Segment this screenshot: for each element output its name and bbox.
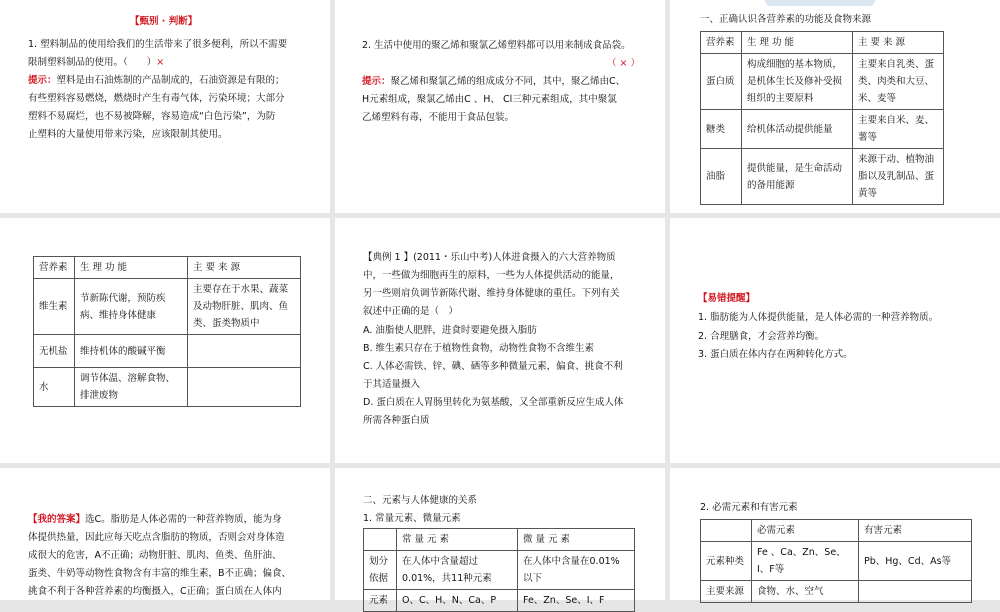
hint-label: 提示：	[362, 76, 391, 87]
element-table	[363, 528, 635, 612]
hint-text: 提示：塑料是由石油炼制的产品制成的，石油资源是有限的；	[28, 75, 285, 86]
slide-6	[670, 218, 1000, 463]
sub-title: 2. 必需元素和有害元素	[700, 502, 798, 513]
table-header: 营养素	[34, 257, 75, 279]
table-header: 有害元素	[859, 520, 972, 542]
answer-text: 挑食不利于各种营养素的均衡摄入，C正确；蛋白质在人体内	[28, 586, 282, 597]
tip-text: 1. 脂肪能为人体提供能量，是人体必需的一种营养物质。	[698, 312, 939, 323]
option-c: 于其适量摄入	[363, 379, 421, 390]
hint-text: 乙烯塑料有毒，不能用于食品包装。	[362, 112, 515, 123]
tip-text: 2. 合理膳食，才会营养均衡。	[698, 331, 825, 342]
table-row: 糖类 给机体活动提供能量 主要来自米、麦、薯等	[701, 110, 944, 149]
table-header	[701, 520, 752, 542]
slide-4	[0, 218, 330, 463]
hint-text: 止塑料的大量使用带来污染，应该限制其使用。	[28, 129, 228, 140]
option-b: B. 维生素只存在于植物性食物，动物性食物不含维生素	[363, 343, 595, 354]
table-header: 常 量 元 素	[397, 529, 518, 551]
slide-7	[0, 468, 330, 600]
table-row: 元素 O、C、H、N、Ca、P Fe、Zn、Se、I、F	[364, 590, 635, 612]
table-header	[364, 529, 397, 551]
slide-2	[335, 0, 665, 213]
answer-text: 【我的答案】选C。脂肪是人体必需的一种营养物质，能为身	[28, 514, 282, 525]
option-d: D. 蛋白质在人胃肠里转化为氨基酸，又全部重新反应生成人体	[363, 397, 624, 408]
section-header: 【甄别 · 判断】	[130, 16, 198, 27]
table-row: 蛋白质 构成细胞的基本物质，是机体生长及修补受损组织的主要原料 主要来自乳类、蛋类、肉类和大豆、米、麦等	[701, 54, 944, 110]
table-header: 生 理 功 能	[75, 257, 188, 279]
question-text: 限制塑料制品的使用。（ ）×	[28, 57, 165, 68]
example-question: 另一些则肩负调节新陈代谢、维持身体健康的重任。下列有关	[363, 288, 620, 299]
slide-1	[0, 0, 330, 213]
table-header: 营养素	[701, 32, 742, 54]
tip-text: 3. 蛋白质在体内存在两种转化方式。	[698, 349, 853, 360]
section-title: 二、元素与人体健康的关系	[363, 495, 478, 506]
example-question: 叙述中正确的是（ ）	[363, 306, 459, 317]
table-row: 水 调节体温、溶解食物、排泄废物	[34, 368, 301, 407]
wrong-mark: ×	[156, 57, 165, 68]
slide-3	[670, 0, 1000, 213]
example-question: 中，一些做为细胞再生的原料，一些为人体提供活动的能量，	[363, 270, 620, 281]
answer-text: 蛋类、牛奶等动物性食物含有丰富的维生素，B不正确；偏食、	[28, 568, 292, 579]
sub-title: 1. 常量元素、微量元素	[363, 513, 461, 524]
table-row: 维生素 节新陈代谢，预防疾病、维持身体健康 主要存在于水果、蔬菜及动物肝脏、肌肉、鱼类、蛋类物质中	[34, 279, 301, 335]
hint-text: 塑料不易腐烂，也不易被降解，容易造成“白色污染”，为防	[28, 111, 276, 122]
table-row: 油脂 提供能量，是生命活动的备用能源 来源于动、植物油脂以及乳制品、蛋黄等	[701, 149, 944, 205]
hint-text: 提示：聚乙烯和聚氯乙烯的组成成分不同，其中，聚乙烯由C、	[362, 76, 626, 87]
answer-label: 【我的答案】	[28, 514, 86, 525]
question-text: 1. 塑料制品的使用给我们的生活带来了很多便利，所以不需要	[28, 39, 288, 50]
hint-text: H元素组成，聚氯乙烯由C 、H、 Cl三种元素组成，其中聚氯	[362, 94, 617, 105]
table-header: 必需元素	[752, 520, 859, 542]
element-table	[700, 519, 972, 603]
wrong-mark: （ × ）	[607, 58, 640, 69]
table-header: 主 要 来 源	[853, 32, 944, 54]
answer-text: 体提供热量，因此应每天吃点含脂肪的物质，否则会对身体造	[28, 532, 285, 543]
nutrient-table	[700, 31, 944, 205]
example-question: 【典例 1 】(2011・乐山中考)人体进食摄入的六大营养物质	[363, 252, 616, 263]
table-row: 无机盐 维持机体的酸碱平衡	[34, 335, 301, 368]
hint-label: 提示：	[28, 75, 57, 86]
table-row: 元素种类 Fe 、Ca、Zn、Se、I、F等 Pb、Hg、Cd、As等	[701, 542, 972, 581]
decorative-cloud	[765, 0, 875, 6]
option-c: C. 人体必需铁、锌、碘、硒等多种微量元素，偏食、挑食不利	[363, 361, 623, 372]
section-title: 一、正确认识各营养素的功能及食物来源	[700, 14, 872, 25]
table-header: 主 要 来 源	[188, 257, 301, 279]
option-a: A. 油脂使人肥胖，进食时要避免摄入脂肪	[363, 325, 537, 336]
slide-5	[335, 218, 665, 463]
section-header: 【易错提醒】	[698, 293, 756, 304]
table-row: 主要来源 食物、水、空气	[701, 581, 972, 603]
slide-9	[670, 468, 1000, 600]
table-row: 划分依据 在人体中含量超过0.01%，共11种元素 在人体中含量在0.01%以下	[364, 551, 635, 590]
slide-8	[335, 468, 665, 606]
table-header: 微 量 元 素	[518, 529, 635, 551]
answer-text: 成很大的危害，A不正确；动物肝脏、肌肉、鱼类、鱼肝油、	[28, 550, 282, 561]
table-header: 生 理 功 能	[742, 32, 853, 54]
nutrient-table	[33, 256, 301, 407]
question-text: 2. 生活中使用的聚乙烯和聚氯乙烯塑料都可以用来制成食品袋。	[362, 40, 631, 51]
hint-text: 有些塑料容易燃烧，燃烧时产生有毒气体，污染环境；大部分	[28, 93, 285, 104]
option-d: 所需各种蛋白质	[363, 415, 430, 426]
